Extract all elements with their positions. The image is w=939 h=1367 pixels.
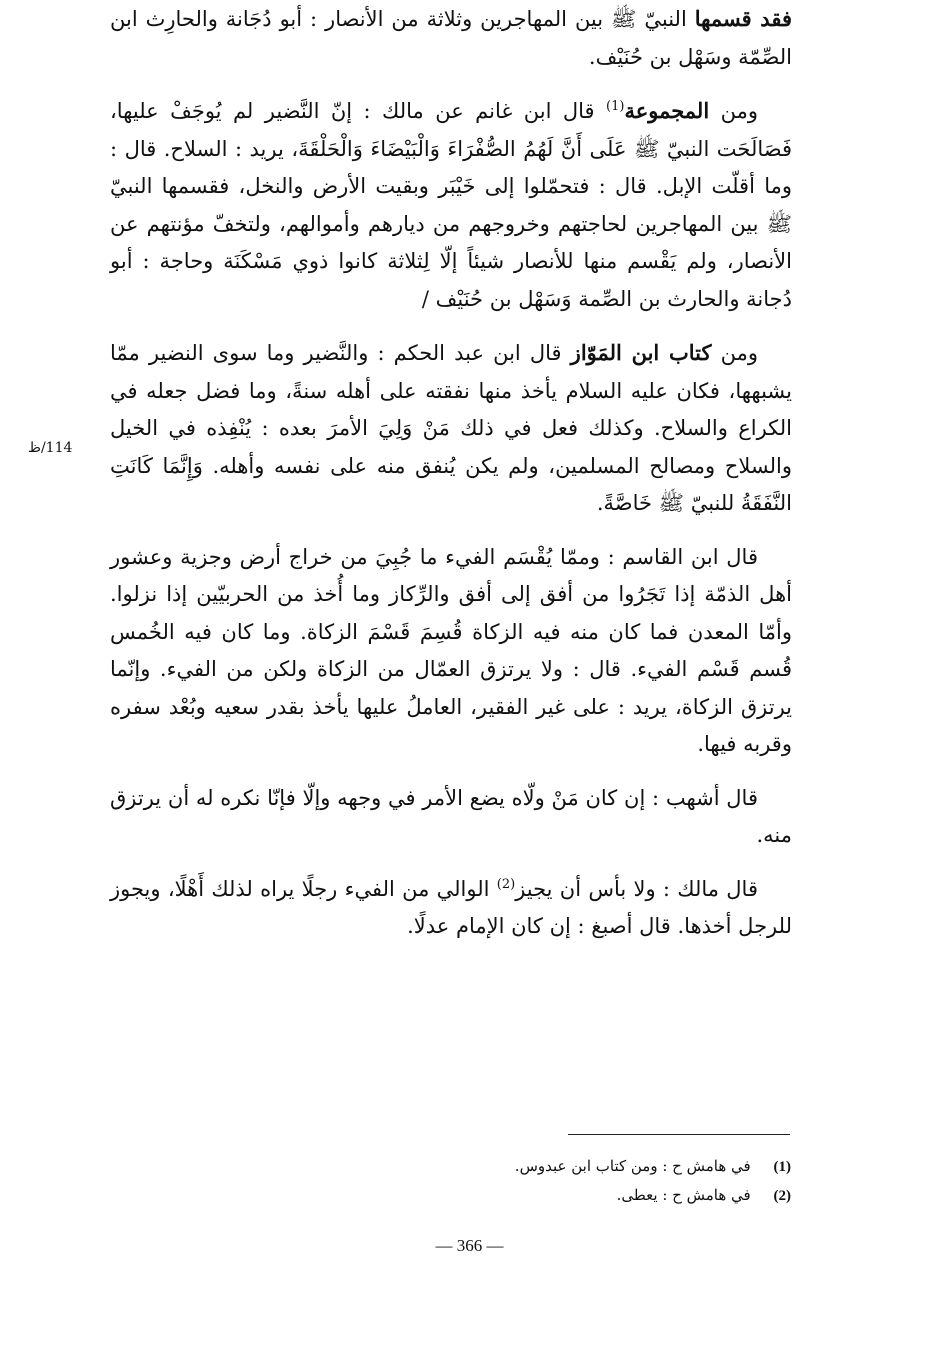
footnote-2-number: (2) (773, 1188, 791, 1204)
paragraph-3-pre: ومن (720, 341, 758, 365)
main-text (110, 0, 792, 946)
footnote-1 (515, 1152, 791, 1181)
paragraph-2 (110, 92, 792, 318)
footnote-separator (568, 1134, 790, 1135)
paragraph-2-pre: ومن (720, 99, 758, 123)
page-number: — 366 — (435, 1236, 504, 1255)
paragraph-3-lead: كتاب ابن المَوّاز (570, 340, 712, 365)
paragraph-6-pre: قال مالك : ولا بأس أن يجيز (515, 876, 758, 901)
paragraph-6-text: الوالي من الفيء رجلًا يراه لذلك أَهْلًا، ويجوز للرجل أخذها. قال أصبغ : إن كان الإمام عدلًا. (110, 876, 792, 938)
paragraph-1-text: النبيّ ﷺ بين المهاجرين وثلاثة من الأنصار : أبو دُجَانة والحارِث ابن الصِّمّة وسَهْل بن حُنَيْف. (110, 7, 792, 69)
paragraph-1 (110, 0, 792, 76)
footnote-2 (515, 1181, 791, 1210)
paragraph-3-text: قال ابن عبد الحكم : والنَّضير وما سوى النضير ممّا يشبهها، فكان عليه السلام يأخذ منها نفقته على أهله سنةً، وما فضل جعله في الكراع والسلاح. وكذلك فعل في ذلك مَنْ وَلِيَ الأمرَ بعده : يُنْفِذه في الخيل والسلاح ومصالح المسلمين، ولم يكن يُنفق منه على نفسه وأهله. وَإِنَّمَا كَانَتِ النَّفَقَةُ للنبيّ ﷺ خَاصَّةً. (110, 341, 792, 515)
footnotes (515, 1152, 791, 1210)
paragraph-2-text: قال ابن غانم عن مالك : إنّ النَّضير لم يُوجَفْ عليها، فَصَالَحَت النبيّ ﷺ عَلَى أَنَّ لَهُمُ الصُّفْرَاءَ وَالْبَيْضَاءَ وَالْحَلْقَةَ، يريد : السلاح. قال : وما أقلّت الإبل. قال : فتحمّلوا إلى خَيْبَر وبقيت الأرض والنخل، فقسمها النبيّ ﷺ بين المهاجرين لحاجتهم وخروجهم من ديارهم وأموالهم، ولتخفّ مؤنتهم عن الأنصار، ولم يَقْسم منها للأنصار شيئاً إلّا لِثلاثة كانوا ذوي مَسْكَنَة وحاجة : أبو دُجانة والحارث بن الصِّمة وَسَهْل بن حُنَيْف / (110, 99, 792, 311)
footnote-ref-2: (2) (496, 876, 516, 892)
paragraph-5-text: قال أشهب : إن كان مَنْ ولّاه يضع الأمر في وجهه وإلّا فإنّا نكره له أن يرتزق منه. (110, 785, 792, 847)
margin-folio-note: 114/ظ (28, 440, 73, 456)
footnote-1-number: (1) (773, 1159, 791, 1175)
paragraph-5 (110, 780, 792, 855)
paragraph-4-text: قال ابن القاسم : وممّا يُقْسَم الفيء ما جُبِيَ من خراج أرض وجزية وعشور أهل الذمّة إذا تَجَرُوا من أفق إلى أفق والرِّكاز وما أُخذ من الحربيّين إذا نزلوا. وأمّا المعدن فما كان منه فيه الزكاة قُسِمَ قَسْمَ الزكاة. وما كان فيه الخُمس قُسم قَسْم الفيء. قال : ولا يرتزق العمّال من الزكاة ولكن من الفيء. وإنّما يرتزق الزكاة، يريد : على غير الفقير، العاملُ عليها يأخذ بقدر سعيه وبُعْد سفره وقربه فيها. (110, 544, 792, 756)
paragraph-2-lead: المجموعة (624, 98, 710, 123)
paragraph-3 (110, 334, 792, 523)
footnote-2-text: في هامش ح : يعطى. (616, 1186, 751, 1204)
footnote-1-text: في هامش ح : ومن كتاب ابن عبدوس. (514, 1157, 751, 1175)
paragraph-1-lead: فقد قسمها (694, 6, 792, 31)
paragraph-6 (110, 871, 792, 946)
paragraph-4 (110, 539, 792, 764)
footnote-ref-1: (1) (606, 99, 625, 114)
